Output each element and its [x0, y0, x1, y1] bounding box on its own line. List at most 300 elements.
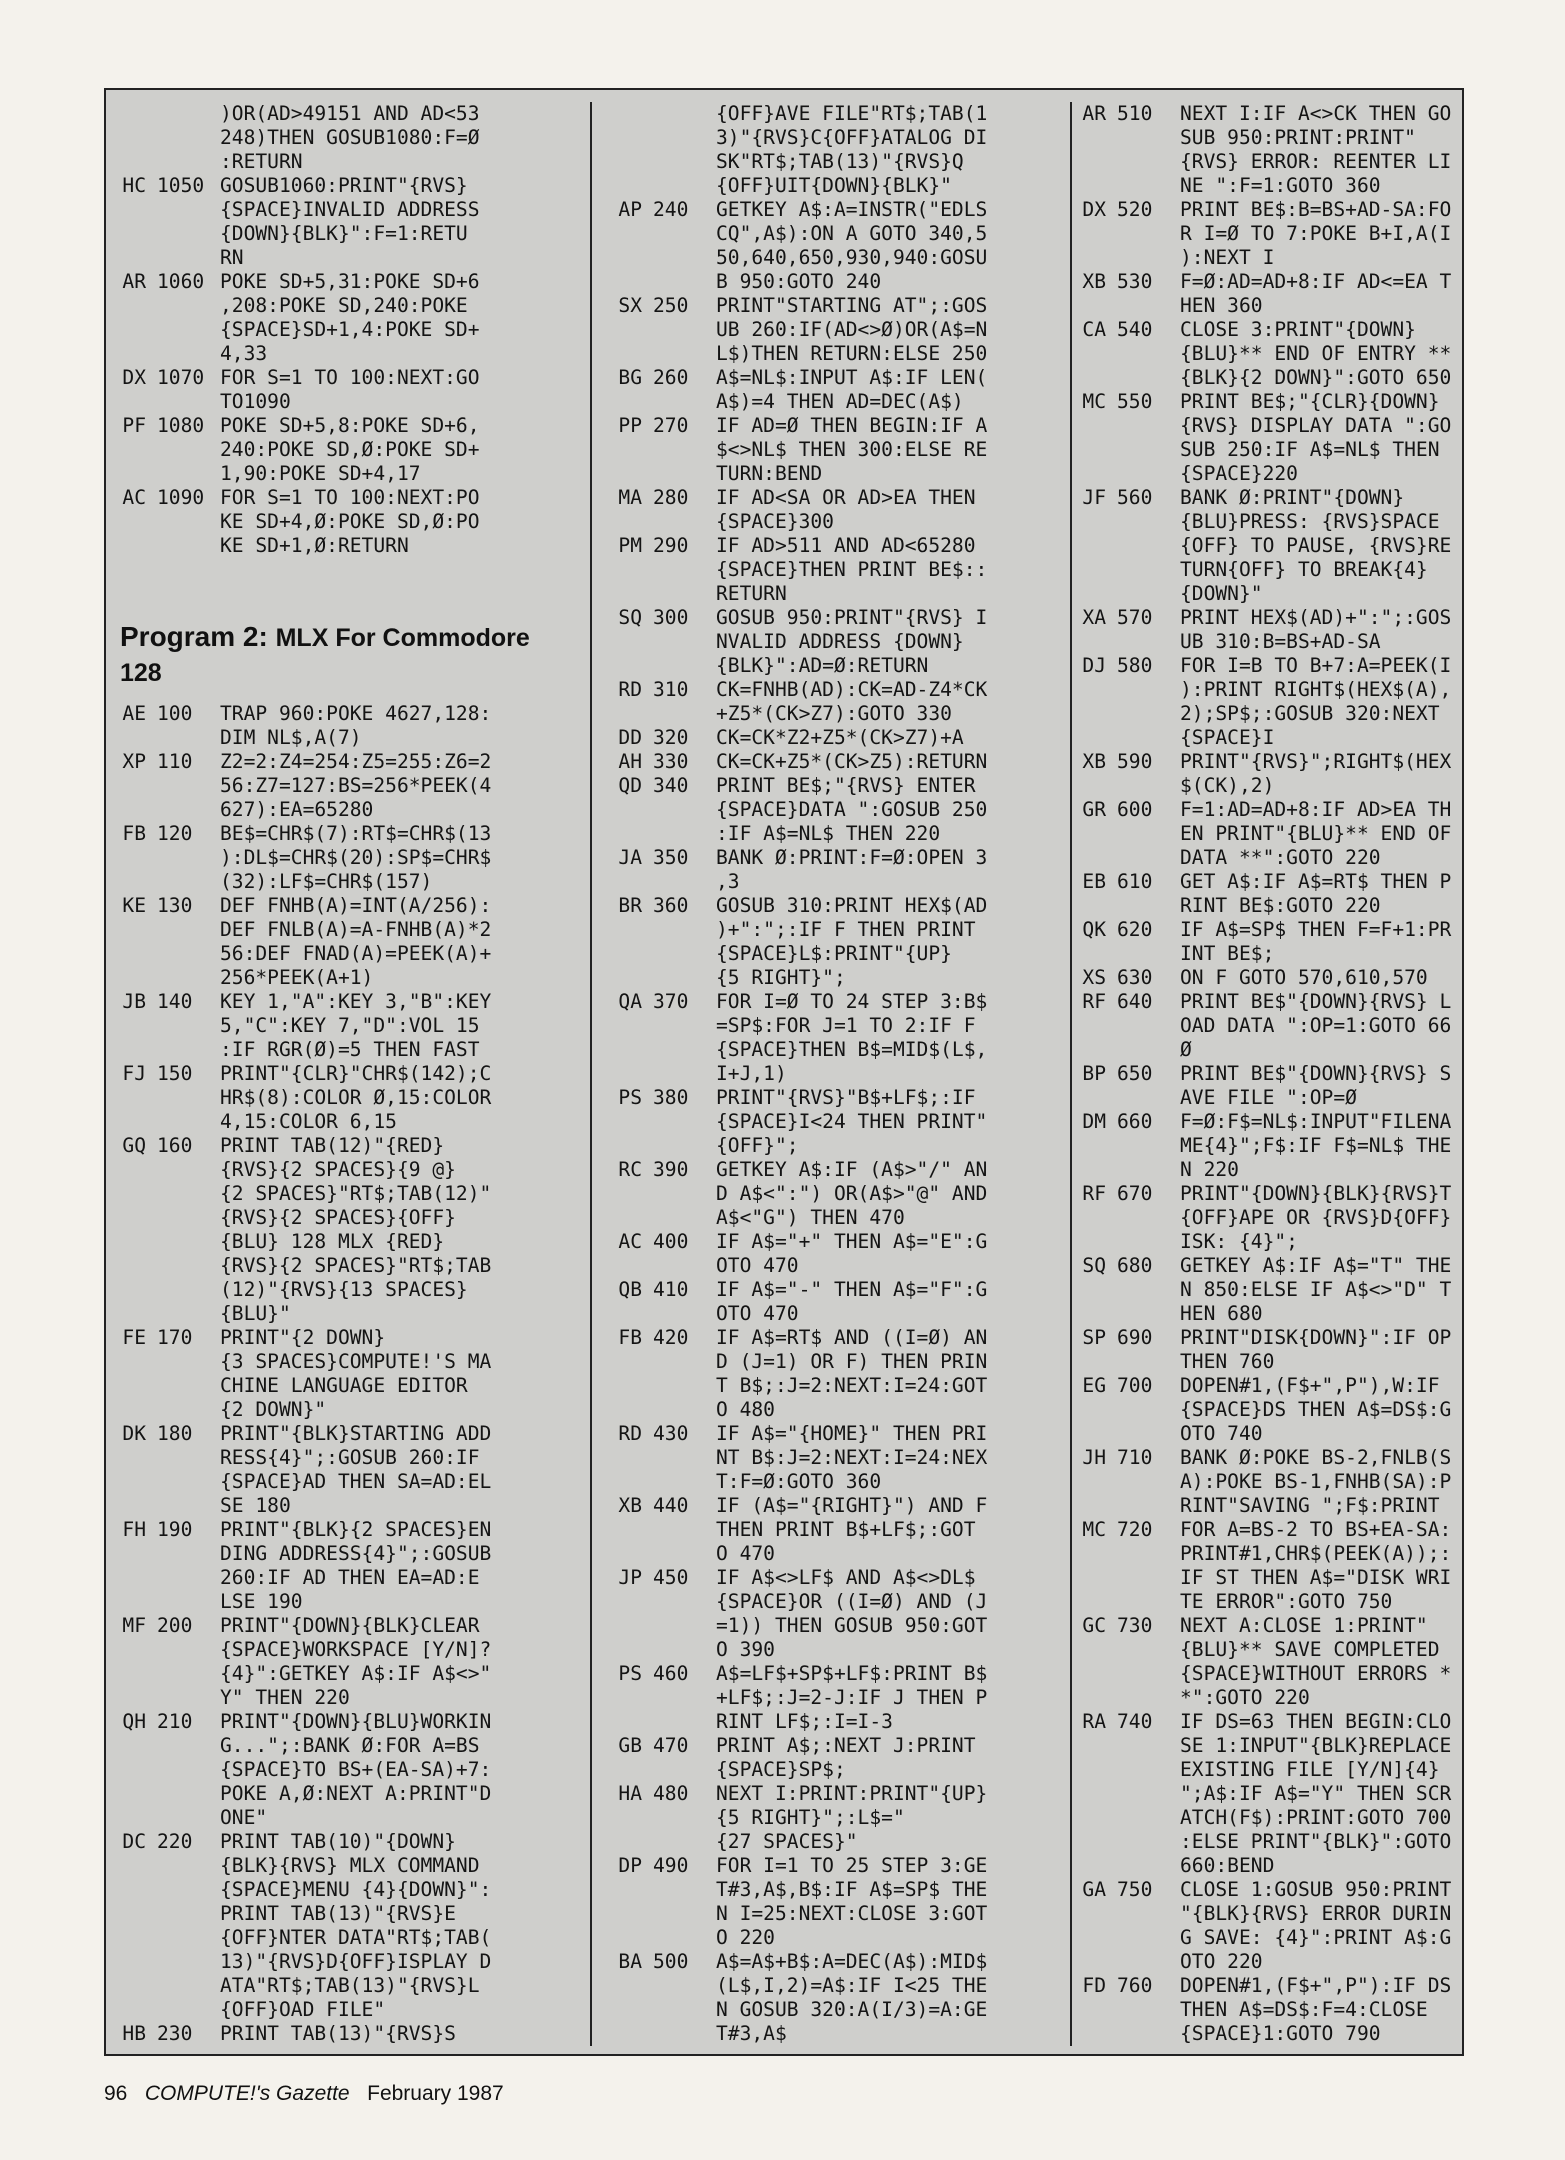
- line-number: [642, 702, 716, 726]
- checksum-code: [106, 1254, 146, 1278]
- code-line-continuation: [592, 798, 1066, 822]
- line-number: [642, 1062, 716, 1086]
- line-number: 370: [653, 990, 689, 1013]
- code-line: [592, 1230, 1066, 1254]
- line-number: 100: [157, 702, 193, 725]
- code-text: BE$=CHR$(7):RT$=CHR$(13: [220, 822, 492, 845]
- checksum-code: RC: [618, 1158, 642, 1181]
- line-number: [146, 1110, 220, 1134]
- code-text: :IF A$=NL$ THEN 220: [716, 822, 941, 845]
- line-number: [642, 798, 716, 822]
- line-number: [1106, 1206, 1180, 1230]
- code-text: $(CK),2): [1180, 774, 1275, 797]
- checksum-code: [106, 1974, 146, 1998]
- code-text: O 220: [716, 1926, 775, 1949]
- code-line: [1072, 606, 1468, 630]
- line-number: [642, 1134, 716, 1158]
- checksum-code: [592, 1302, 642, 1326]
- code-text: IF (A$="{RIGHT}") AND F: [716, 1494, 988, 1517]
- code-text: EXISTING FILE [Y/N]{4}: [1180, 1758, 1440, 1781]
- code-text: {DOWN}": [1180, 582, 1263, 605]
- code-line: [106, 1326, 584, 1350]
- checksum-code: [592, 2022, 642, 2046]
- checksum-code: [106, 1494, 146, 1518]
- checksum-code: DM: [1082, 1110, 1106, 1133]
- code-text: PRINT"{DOWN}{BLK}CLEAR: [220, 1614, 480, 1637]
- code-text: OAD DATA ":OP=1:GOTO 66: [1180, 1014, 1452, 1037]
- code-line-continuation: [592, 1062, 1066, 1086]
- code-line-continuation: [1072, 822, 1468, 846]
- line-number: 1060: [157, 270, 205, 293]
- line-number: 530: [1117, 270, 1153, 293]
- code-line-continuation: [1072, 1782, 1468, 1806]
- code-text: CLOSE 1:GOSUB 950:PRINT: [1180, 1878, 1452, 1901]
- line-number: [1106, 822, 1180, 846]
- checksum-code: [1072, 1830, 1106, 1854]
- checksum-code: [592, 1014, 642, 1038]
- line-number: [1106, 1278, 1180, 1302]
- line-number: [1106, 846, 1180, 870]
- checksum-code: [106, 1566, 146, 1590]
- code-text: {BLK}":AD=Ø:RETURN: [716, 654, 929, 677]
- checksum-code: [592, 1998, 642, 2022]
- code-line-continuation: [592, 1542, 1066, 1566]
- code-line-continuation: [1072, 1854, 1468, 1878]
- code-line-continuation: [106, 1302, 584, 1326]
- code-text: CHINE LANGUAGE EDITOR: [220, 1374, 468, 1397]
- code-text: PRINT TAB(13)"{RVS}S: [220, 2022, 456, 2045]
- checksum-code: [1072, 1998, 1106, 2022]
- code-line: [592, 1566, 1066, 1590]
- line-number: [642, 1926, 716, 1950]
- code-text: PRINT BE$"{DOWN}{RVS} S: [1180, 1062, 1452, 1085]
- code-line-continuation: [592, 438, 1066, 462]
- line-number: 110: [157, 750, 193, 773]
- code-line-continuation: [1072, 1230, 1468, 1254]
- code-line: [106, 1830, 584, 1854]
- code-text: IF AD>511 AND AD<65280: [716, 534, 976, 557]
- code-line-continuation: [1072, 534, 1468, 558]
- code-line: [1072, 270, 1468, 294]
- listing-column-1: [106, 102, 584, 2046]
- code-line-continuation: [106, 846, 584, 870]
- checksum-code: [1072, 1590, 1106, 1614]
- code-line-continuation: [106, 1398, 584, 1422]
- code-line-continuation: [106, 150, 584, 174]
- checksum-code: [1072, 534, 1106, 558]
- line-number: [1106, 1734, 1180, 1758]
- checksum-code: FB: [122, 822, 146, 845]
- code-line-continuation: [1072, 150, 1468, 174]
- line-number: 420: [653, 1326, 689, 1349]
- checksum-code: [106, 1110, 146, 1134]
- code-text: ):PRINT RIGHT$(HEX$(A),: [1180, 678, 1452, 701]
- checksum-code: [592, 270, 642, 294]
- code-line: [1072, 1326, 1468, 1350]
- checksum-code: [106, 318, 146, 342]
- code-line-continuation: [106, 1158, 584, 1182]
- checksum-code: AE: [122, 702, 146, 725]
- code-text: {SPACE}WITHOUT ERRORS *: [1180, 1662, 1452, 1685]
- checksum-code: GC: [1082, 1614, 1106, 1637]
- code-text: PRINT BE$"{DOWN}{RVS} L: [1180, 990, 1452, 1013]
- checksum-code: [592, 438, 642, 462]
- code-line-continuation: [1072, 1470, 1468, 1494]
- line-number: [146, 438, 220, 462]
- code-text: {BLK}{RVS} MLX COMMAND: [220, 1854, 480, 1877]
- code-text: RINT"SAVING ";F$:PRINT: [1180, 1494, 1440, 1517]
- checksum-code: RD: [618, 1422, 642, 1445]
- line-number: [642, 654, 716, 678]
- checksum-code: [1072, 1350, 1106, 1374]
- code-text: {OFF}";: [716, 1134, 799, 1157]
- code-text: PRINT"{RVS}"B$+LF$;:IF: [716, 1086, 976, 1109]
- code-line-continuation: [592, 1758, 1066, 1782]
- code-text: PRINT"{2 DOWN}: [220, 1326, 386, 1349]
- checksum-code: HA: [618, 1782, 642, 1805]
- code-text: TO1090: [220, 390, 291, 413]
- code-line: [592, 294, 1066, 318]
- line-number: 580: [1117, 654, 1153, 677]
- checksum-code: QA: [618, 990, 642, 1013]
- code-text: ISK: {4}";: [1180, 1230, 1298, 1253]
- line-number: 1050: [157, 174, 205, 197]
- code-line-continuation: [106, 1350, 584, 1374]
- line-number: [1106, 1494, 1180, 1518]
- line-number: [1106, 1134, 1180, 1158]
- checksum-code: [592, 918, 642, 942]
- checksum-code: [106, 966, 146, 990]
- code-text: BANK Ø:PRINT:F=Ø:OPEN 3: [716, 846, 988, 869]
- code-line-continuation: [106, 222, 584, 246]
- checksum-code: GQ: [122, 1134, 146, 1157]
- checksum-code: GA: [1082, 1878, 1106, 1901]
- code-text: GET A$:IF A$=RT$ THEN P: [1180, 870, 1452, 893]
- line-number: [1106, 558, 1180, 582]
- checksum-code: [106, 342, 146, 366]
- code-line-continuation: [106, 870, 584, 894]
- code-line-continuation: [106, 1782, 584, 1806]
- code-line-continuation: [106, 294, 584, 318]
- line-number: 1090: [157, 486, 205, 509]
- line-number: 240: [653, 198, 689, 221]
- checksum-code: GR: [1082, 798, 1106, 821]
- code-line-continuation: [106, 462, 584, 486]
- line-number: [642, 222, 716, 246]
- checksum-code: MC: [1082, 390, 1106, 413]
- code-text: {SPACE}I<24 THEN PRINT": [716, 1110, 988, 1133]
- code-line: [1072, 1614, 1468, 1638]
- line-number: 490: [653, 1854, 689, 1877]
- checksum-code: CA: [1082, 318, 1106, 341]
- line-number: 560: [1117, 486, 1153, 509]
- code-text: TURN:BEND: [716, 462, 823, 485]
- line-number: [146, 342, 220, 366]
- line-number: [146, 462, 220, 486]
- code-text: IF DS=63 THEN BEGIN:CLO: [1180, 1710, 1452, 1733]
- line-number: [642, 126, 716, 150]
- code-line: [1072, 1374, 1468, 1398]
- checksum-code: JP: [618, 1566, 642, 1589]
- line-number: [146, 942, 220, 966]
- code-line-continuation: [106, 726, 584, 750]
- checksum-code: [106, 1878, 146, 1902]
- code-line-continuation: [1072, 942, 1468, 966]
- checksum-code: MC: [1082, 1518, 1106, 1541]
- line-number: 200: [157, 1614, 193, 1637]
- line-number: 690: [1117, 1326, 1153, 1349]
- code-line-continuation: [106, 534, 584, 558]
- code-text: RN: [220, 246, 244, 269]
- line-number: 600: [1117, 798, 1153, 821]
- line-number: [146, 1350, 220, 1374]
- code-text: {4}":GETKEY A$:IF A$<>": [220, 1662, 492, 1685]
- line-number: 290: [653, 534, 689, 557]
- line-number: [146, 1374, 220, 1398]
- code-line: [106, 366, 584, 390]
- checksum-code: [1072, 294, 1106, 318]
- code-line: [1072, 750, 1468, 774]
- code-line-continuation: [106, 1086, 584, 1110]
- line-number: [1106, 174, 1180, 198]
- code-line: [592, 726, 1066, 750]
- code-line-continuation: [1072, 414, 1468, 438]
- code-text: {OFF}APE OR {RVS}D{OFF}: [1180, 1206, 1452, 1229]
- checksum-code: [592, 342, 642, 366]
- code-text: BANK Ø:POKE BS-2,FNLB(S: [1180, 1446, 1452, 1469]
- code-line: [592, 1422, 1066, 1446]
- line-number: 450: [653, 1566, 689, 1589]
- checksum-code: XB: [618, 1494, 642, 1517]
- code-text: 4,33: [220, 342, 268, 365]
- code-text: {RVS}{2 SPACES}"RT$;TAB: [220, 1254, 492, 1277]
- code-line: [1072, 1974, 1468, 1998]
- line-number: 630: [1117, 966, 1153, 989]
- code-line-continuation: [1072, 1302, 1468, 1326]
- checksum-code: [592, 1398, 642, 1422]
- code-line-continuation: [106, 1494, 584, 1518]
- line-number: [1106, 1470, 1180, 1494]
- checksum-code: [1072, 1686, 1106, 1710]
- checksum-code: [106, 1158, 146, 1182]
- line-number: [1106, 1422, 1180, 1446]
- code-line-continuation: [592, 558, 1066, 582]
- code-text: A):POKE BS-1,FNHB(SA):P: [1180, 1470, 1452, 1493]
- line-number: 640: [1117, 990, 1153, 1013]
- line-number: 330: [653, 750, 689, 773]
- code-text: INT BE$;: [1180, 942, 1275, 965]
- checksum-code: [1072, 510, 1106, 534]
- code-line: [592, 1278, 1066, 1302]
- line-number: [642, 2022, 716, 2046]
- line-number: 400: [653, 1230, 689, 1253]
- line-number: [642, 918, 716, 942]
- checksum-code: [106, 390, 146, 414]
- checksum-code: XB: [1082, 750, 1106, 773]
- code-text: D A$<":") OR(A$>"@" AND: [716, 1182, 988, 1205]
- code-line-continuation: [1072, 438, 1468, 462]
- line-number: [1106, 462, 1180, 486]
- code-line: [592, 1494, 1066, 1518]
- code-text: I+J,1): [716, 1062, 787, 1085]
- code-text: ME{4}";F$:IF F$=NL$ THE: [1180, 1134, 1452, 1157]
- code-text: GOSUB1060:PRINT"{RVS}: [220, 174, 468, 197]
- line-number: 470: [653, 1734, 689, 1757]
- code-line-continuation: [106, 1446, 584, 1470]
- code-text: BANK Ø:PRINT"{DOWN}: [1180, 486, 1405, 509]
- code-text: {SPACE}DS THEN A$=DS$:G: [1180, 1398, 1452, 1421]
- code-text: {2 SPACES}"RT$;TAB(12)": [220, 1182, 492, 1205]
- line-number: [642, 822, 716, 846]
- code-line-continuation: [106, 1230, 584, 1254]
- code-line: [592, 678, 1066, 702]
- code-text: DATA **":GOTO 220: [1180, 846, 1381, 869]
- line-number: [146, 1494, 220, 1518]
- line-number: 710: [1117, 1446, 1153, 1469]
- code-text: AVE FILE ":OP=Ø: [1180, 1086, 1357, 1109]
- code-line: [1072, 1518, 1468, 1542]
- code-line-continuation: [1072, 702, 1468, 726]
- code-text: PRINT"{BLK}STARTING ADD: [220, 1422, 492, 1445]
- code-text: KEY 1,"A":KEY 3,"B":KEY: [220, 990, 492, 1013]
- line-number: [1106, 1854, 1180, 1878]
- line-number: [642, 1374, 716, 1398]
- line-number: [146, 222, 220, 246]
- checksum-code: [1072, 582, 1106, 606]
- code-line-continuation: [106, 1038, 584, 1062]
- code-text: 4,15:COLOR 6,15: [220, 1110, 397, 1133]
- code-text: RETURN: [716, 582, 787, 605]
- code-line-continuation: [592, 2022, 1066, 2046]
- code-line-continuation: [106, 1254, 584, 1278]
- code-text: A$<"G") THEN 470: [716, 1206, 905, 1229]
- checksum-code: QD: [618, 774, 642, 797]
- code-line: [1072, 390, 1468, 414]
- line-number: [1106, 1686, 1180, 1710]
- checksum-code: AR: [122, 270, 146, 293]
- code-line-continuation: [592, 1902, 1066, 1926]
- code-line-continuation: [106, 1854, 584, 1878]
- code-text: POKE SD+5,31:POKE SD+6: [220, 270, 480, 293]
- line-number: 500: [653, 1950, 689, 1973]
- code-line-continuation: [1072, 1278, 1468, 1302]
- code-line-continuation: [106, 1278, 584, 1302]
- code-text: {SPACE}1:GOTO 790: [1180, 2022, 1381, 2045]
- checksum-code: [106, 870, 146, 894]
- code-text: T B$;:J=2:NEXT:I=24:GOT: [716, 1374, 988, 1397]
- code-text: KE SD+1,Ø:RETURN: [220, 534, 409, 557]
- checksum-code: [592, 798, 642, 822]
- code-text: ,208:POKE SD,240:POKE: [220, 294, 468, 317]
- code-text: NEXT I:PRINT:PRINT"{UP}: [716, 1782, 988, 1805]
- line-number: [1106, 1038, 1180, 1062]
- line-number: [146, 1542, 220, 1566]
- code-text: NVALID ADDRESS {DOWN}: [716, 630, 964, 653]
- code-line-continuation: [106, 1206, 584, 1230]
- line-number: [146, 1038, 220, 1062]
- checksum-code: FB: [618, 1326, 642, 1349]
- checksum-code: [1072, 150, 1106, 174]
- checksum-code: PF: [122, 414, 146, 437]
- code-text: T#3,A$,B$:IF A$=SP$ THE: [716, 1878, 988, 1901]
- code-line-continuation: [1072, 846, 1468, 870]
- checksum-code: [106, 1686, 146, 1710]
- code-line-continuation: [106, 1758, 584, 1782]
- code-line: [592, 990, 1066, 1014]
- code-text: POKE SD+5,8:POKE SD+6,: [220, 414, 480, 437]
- line-number: [642, 870, 716, 894]
- code-text: {SPACE}AD THEN SA=AD:EL: [220, 1470, 492, 1493]
- code-line-continuation: [1072, 1206, 1468, 1230]
- code-text: 240:POKE SD,Ø:POKE SD+: [220, 438, 480, 461]
- line-number: [146, 1782, 220, 1806]
- code-line-continuation: [1072, 342, 1468, 366]
- code-text: TURN{OFF} TO BREAK{4}: [1180, 558, 1428, 581]
- line-number: [642, 438, 716, 462]
- code-line-continuation: [1072, 1134, 1468, 1158]
- line-number: [1106, 510, 1180, 534]
- line-number: 1080: [157, 414, 205, 437]
- line-number: [1106, 1998, 1180, 2022]
- line-number: [146, 918, 220, 942]
- checksum-code: [592, 942, 642, 966]
- line-number: 760: [1117, 1974, 1153, 1997]
- line-number: [146, 870, 220, 894]
- checksum-code: [592, 1374, 642, 1398]
- line-number: 460: [653, 1662, 689, 1685]
- code-text: IF ST THEN A$="DISK WRI: [1180, 1566, 1452, 1589]
- line-number: [146, 1278, 220, 1302]
- line-number: [1106, 1782, 1180, 1806]
- line-number: [642, 1470, 716, 1494]
- checksum-code: [1072, 1206, 1106, 1230]
- checksum-code: [1072, 822, 1106, 846]
- checksum-code: [592, 1038, 642, 1062]
- checksum-code: QH: [122, 1710, 146, 1733]
- code-line: [592, 414, 1066, 438]
- checksum-code: [1072, 1926, 1106, 1950]
- code-text: PRINT"{CLR}"CHR$(142);C: [220, 1062, 492, 1085]
- checksum-code: [106, 1398, 146, 1422]
- code-text: IF A$="+" THEN A$="E":G: [716, 1230, 988, 1253]
- code-text: Ø: [1180, 1038, 1192, 1061]
- code-line-continuation: [1072, 1038, 1468, 1062]
- code-text: {OFF}OAD FILE": [220, 1998, 386, 2021]
- line-number: 220: [157, 1830, 193, 1853]
- checksum-code: [592, 822, 642, 846]
- code-line-continuation: [106, 1902, 584, 1926]
- line-number: 350: [653, 846, 689, 869]
- code-text: THEN 760: [1180, 1350, 1275, 1373]
- line-number: 270: [653, 414, 689, 437]
- checksum-code: [1072, 702, 1106, 726]
- line-number: [146, 126, 220, 150]
- code-line-continuation: [106, 774, 584, 798]
- checksum-code: [106, 798, 146, 822]
- code-line: [106, 102, 584, 126]
- checksum-code: [1072, 558, 1106, 582]
- code-text: N 220: [1180, 1158, 1239, 1181]
- code-line: [1072, 198, 1468, 222]
- code-line-continuation: [592, 390, 1066, 414]
- code-text: {BLU}PRESS: {RVS}SPACE: [1180, 510, 1440, 533]
- line-number: 250: [653, 294, 689, 317]
- code-line-continuation: [106, 510, 584, 534]
- line-number: [1106, 1014, 1180, 1038]
- code-line: [106, 1062, 584, 1086]
- code-text: {SPACE}MENU {4}{DOWN}":: [220, 1878, 492, 1901]
- checksum-code: [1072, 1734, 1106, 1758]
